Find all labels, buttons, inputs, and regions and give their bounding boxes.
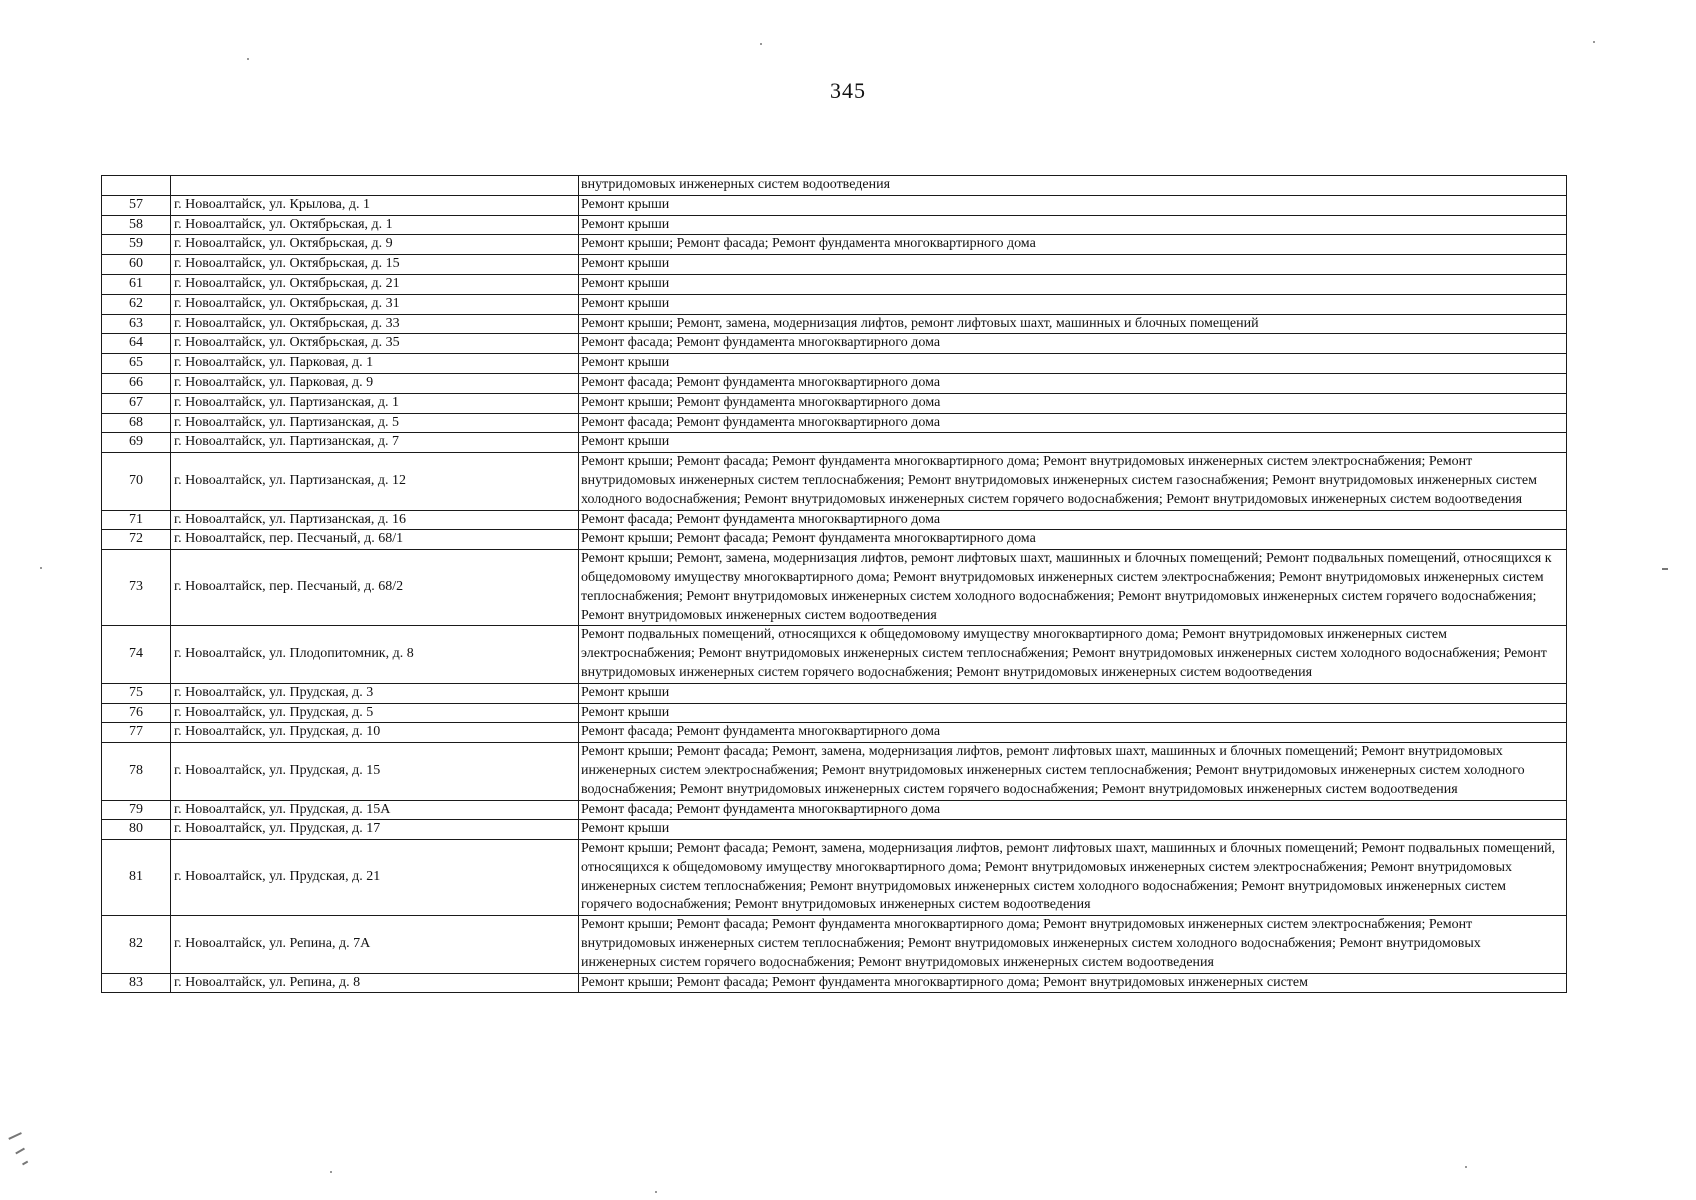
row-number-cell: 72	[102, 530, 171, 550]
table-row	[102, 530, 1567, 550]
repair-works-cell: Ремонт крыши	[579, 274, 1567, 294]
address-cell: г. Новоалтайск, ул. Октябрьская, д. 9	[171, 235, 579, 255]
address-cell: г. Новоалтайск, ул. Партизанская, д. 12	[171, 453, 579, 510]
row-number-cell: 70	[102, 453, 171, 510]
row-number-cell: 61	[102, 274, 171, 294]
row-number-cell: 60	[102, 255, 171, 275]
table-row	[102, 743, 1567, 800]
table-row	[102, 703, 1567, 723]
address-cell: г. Новоалтайск, ул. Прудская, д. 3	[171, 683, 579, 703]
address-cell: г. Новоалтайск, ул. Репина, д. 8	[171, 973, 579, 993]
row-number-cell: 78	[102, 743, 171, 800]
address-cell: г. Новоалтайск, ул. Октябрьская, д. 35	[171, 334, 579, 354]
address-cell: г. Новоалтайск, ул. Партизанская, д. 7	[171, 433, 579, 453]
scan-speck	[655, 1191, 657, 1193]
scan-speck	[1593, 41, 1595, 43]
row-number-cell: 57	[102, 195, 171, 215]
repair-registry-table	[101, 175, 1567, 993]
repair-works-cell: Ремонт фасада; Ремонт фундамента многоквартирного дома	[579, 373, 1567, 393]
registry-body	[102, 176, 1567, 993]
address-cell: г. Новоалтайск, ул. Плодопитомник, д. 8	[171, 626, 579, 683]
repair-works-cell: Ремонт крыши	[579, 683, 1567, 703]
address-cell: г. Новоалтайск, ул. Октябрьская, д. 31	[171, 294, 579, 314]
scan-speck	[1662, 568, 1668, 570]
row-number-cell: 75	[102, 683, 171, 703]
row-number-cell: 81	[102, 840, 171, 916]
repair-works-cell: Ремонт фасада; Ремонт фундамента многоквартирного дома	[579, 413, 1567, 433]
repair-works-cell: Ремонт крыши	[579, 433, 1567, 453]
address-cell: г. Новоалтайск, ул. Октябрьская, д. 33	[171, 314, 579, 334]
address-cell: г. Новоалтайск, ул. Партизанская, д. 5	[171, 413, 579, 433]
table-row	[102, 215, 1567, 235]
row-number-cell: 83	[102, 973, 171, 993]
row-number-cell: 58	[102, 215, 171, 235]
address-cell: г. Новоалтайск, ул. Партизанская, д. 1	[171, 393, 579, 413]
table-row	[102, 393, 1567, 413]
row-number-cell: 67	[102, 393, 171, 413]
table-row	[102, 800, 1567, 820]
table-row	[102, 354, 1567, 374]
table-row	[102, 413, 1567, 433]
row-number-cell: 68	[102, 413, 171, 433]
row-number-cell: 63	[102, 314, 171, 334]
repair-works-cell: внутридомовых инженерных систем водоотведения	[579, 176, 1567, 196]
repair-works-cell: Ремонт крыши; Ремонт фундамента многоквартирного дома	[579, 393, 1567, 413]
row-number-cell	[102, 176, 171, 196]
scan-speck	[330, 1171, 332, 1173]
table-row	[102, 433, 1567, 453]
scan-speck	[15, 1148, 24, 1154]
repair-works-cell: Ремонт крыши; Ремонт фасада; Ремонт фундамента многоквартирного дома	[579, 530, 1567, 550]
address-cell	[171, 176, 579, 196]
repair-works-cell: Ремонт крыши	[579, 255, 1567, 275]
address-cell: г. Новоалтайск, ул. Октябрьская, д. 15	[171, 255, 579, 275]
address-cell: г. Новоалтайск, ул. Октябрьская, д. 21	[171, 274, 579, 294]
repair-works-cell: Ремонт крыши	[579, 215, 1567, 235]
repair-works-cell: Ремонт фасада; Ремонт фундамента многоквартирного дома	[579, 334, 1567, 354]
address-cell: г. Новоалтайск, ул. Прудская, д. 5	[171, 703, 579, 723]
repair-works-cell: Ремонт крыши	[579, 294, 1567, 314]
table-row	[102, 626, 1567, 683]
table-row	[102, 195, 1567, 215]
scan-speck	[22, 1161, 28, 1165]
scan-speck	[8, 1132, 21, 1139]
row-number-cell: 76	[102, 703, 171, 723]
table-row	[102, 973, 1567, 993]
repair-works-cell: Ремонт крыши; Ремонт, замена, модернизация лифтов, ремонт лифтовых шахт, машинных и блочных помещений	[579, 314, 1567, 334]
address-cell: г. Новоалтайск, ул. Прудская, д. 17	[171, 820, 579, 840]
row-number-cell: 66	[102, 373, 171, 393]
row-number-cell: 82	[102, 916, 171, 973]
repair-works-cell: Ремонт подвальных помещений, относящихся к общедомовому имуществу многоквартирного дома; Ремонт внутридомовых инженерных систем электроснабжения; Ремонт внутридомовых инженерных систем теплоснабжения; Ремонт внутридомовых инженерных систем холодного водоснабжения; Ремонт внутридомовых инженерных систем горячего водоснабжения; Ремонт внутридомовых инженерных систем водоотведения	[579, 626, 1567, 683]
repair-works-cell: Ремонт крыши	[579, 820, 1567, 840]
address-cell: г. Новоалтайск, ул. Партизанская, д. 16	[171, 510, 579, 530]
row-number-cell: 65	[102, 354, 171, 374]
address-cell: г. Новоалтайск, пер. Песчаный, д. 68/1	[171, 530, 579, 550]
scan-speck	[760, 43, 762, 45]
table-row	[102, 723, 1567, 743]
table-row	[102, 820, 1567, 840]
row-number-cell: 62	[102, 294, 171, 314]
row-number-cell: 73	[102, 550, 171, 626]
repair-works-cell: Ремонт фасада; Ремонт фундамента многоквартирного дома	[579, 510, 1567, 530]
table-row	[102, 510, 1567, 530]
table-row	[102, 235, 1567, 255]
row-number-cell: 80	[102, 820, 171, 840]
repair-works-cell: Ремонт крыши; Ремонт фасада; Ремонт фундамента многоквартирного дома; Ремонт внутридомовых инженерных систем	[579, 973, 1567, 993]
row-number-cell: 64	[102, 334, 171, 354]
table-row	[102, 373, 1567, 393]
row-number-cell: 74	[102, 626, 171, 683]
row-number-cell: 71	[102, 510, 171, 530]
repair-works-cell: Ремонт крыши; Ремонт фасада; Ремонт, замена, модернизация лифтов, ремонт лифтовых шахт, машинных и блочных помещений; Ремонт внутридомовых инженерных систем электроснабжения; Ремонт внутридомовых инженерных систем теплоснабжения; Ремонт внутридомовых инженерных систем холодного водоснабжения; Ремонт внутридомовых инженерных систем горячего водоснабжения; Ремонт внутридомовых инженерных систем водоотведения	[579, 743, 1567, 800]
table-row	[102, 314, 1567, 334]
table-row	[102, 840, 1567, 916]
scan-speck	[40, 567, 42, 569]
repair-works-cell: Ремонт крыши; Ремонт фасада; Ремонт фундамента многоквартирного дома; Ремонт внутридомовых инженерных систем электроснабжения; Ремонт внутридомовых инженерных систем теплоснабжения; Ремонт внутридомовых инженерных систем газоснабжения; Ремонт внутридомовых инженерных систем холодного водоснабжения; Ремонт внутридомовых инженерных систем горячего водоснабжения; Ремонт внутридомовых инженерных систем водоотведения	[579, 453, 1567, 510]
table-row	[102, 453, 1567, 510]
row-number-cell: 77	[102, 723, 171, 743]
repair-works-cell: Ремонт фасада; Ремонт фундамента многоквартирного дома	[579, 800, 1567, 820]
repair-works-cell: Ремонт крыши	[579, 354, 1567, 374]
repair-works-cell: Ремонт крыши	[579, 703, 1567, 723]
address-cell: г. Новоалтайск, ул. Прудская, д. 15	[171, 743, 579, 800]
repair-works-cell: Ремонт крыши; Ремонт фасада; Ремонт фундамента многоквартирного дома	[579, 235, 1567, 255]
table-row	[102, 334, 1567, 354]
address-cell: г. Новоалтайск, пер. Песчаный, д. 68/2	[171, 550, 579, 626]
repair-works-cell: Ремонт фасада; Ремонт фундамента многоквартирного дома	[579, 723, 1567, 743]
row-number-cell: 59	[102, 235, 171, 255]
address-cell: г. Новоалтайск, ул. Крылова, д. 1	[171, 195, 579, 215]
table-row	[102, 550, 1567, 626]
scan-speck	[247, 58, 249, 60]
address-cell: г. Новоалтайск, ул. Парковая, д. 1	[171, 354, 579, 374]
address-cell: г. Новоалтайск, ул. Октябрьская, д. 1	[171, 215, 579, 235]
address-cell: г. Новоалтайск, ул. Прудская, д. 15А	[171, 800, 579, 820]
table-row	[102, 294, 1567, 314]
table-row	[102, 274, 1567, 294]
table-row	[102, 255, 1567, 275]
address-cell: г. Новоалтайск, ул. Парковая, д. 9	[171, 373, 579, 393]
row-number-cell: 79	[102, 800, 171, 820]
table-row	[102, 176, 1567, 196]
repair-works-cell: Ремонт крыши	[579, 195, 1567, 215]
address-cell: г. Новоалтайск, ул. Прудская, д. 10	[171, 723, 579, 743]
table-row	[102, 683, 1567, 703]
address-cell: г. Новоалтайск, ул. Репина, д. 7А	[171, 916, 579, 973]
scan-speck	[1465, 1166, 1467, 1168]
address-cell: г. Новоалтайск, ул. Прудская, д. 21	[171, 840, 579, 916]
repair-works-cell: Ремонт крыши; Ремонт, замена, модернизация лифтов, ремонт лифтовых шахт, машинных и блочных помещений; Ремонт подвальных помещений, относящихся к общедомовому имуществу многоквартирного дома; Ремонт внутридомовых инженерных систем электроснабжения; Ремонт внутридомовых инженерных систем теплоснабжения; Ремонт внутридомовых инженерных систем холодного водоснабжения; Ремонт внутридомовых инженерных систем горячего водоснабжения; Ремонт внутридомовых инженерных систем водоотведения	[579, 550, 1567, 626]
repair-works-cell: Ремонт крыши; Ремонт фасада; Ремонт фундамента многоквартирного дома; Ремонт внутридомовых инженерных систем электроснабжения; Ремонт внутридомовых инженерных систем теплоснабжения; Ремонт внутридомовых инженерных систем холодного водоснабжения; Ремонт внутридомовых инженерных систем горячего водоснабжения; Ремонт внутридомовых инженерных систем водоотведения	[579, 916, 1567, 973]
repair-works-cell: Ремонт крыши; Ремонт фасада; Ремонт, замена, модернизация лифтов, ремонт лифтовых шахт, машинных и блочных помещений; Ремонт подвальных помещений, относящихся к общедомовому имуществу многоквартирного дома; Ремонт внутридомовых инженерных систем электроснабжения; Ремонт внутридомовых инженерных систем теплоснабжения; Ремонт внутридомовых инженерных систем холодного водоснабжения; Ремонт внутридомовых инженерных систем горячего водоснабжения; Ремонт внутридомовых инженерных систем водоотведения	[579, 840, 1567, 916]
page-number: 345	[830, 78, 866, 103]
table-row	[102, 916, 1567, 973]
row-number-cell: 69	[102, 433, 171, 453]
